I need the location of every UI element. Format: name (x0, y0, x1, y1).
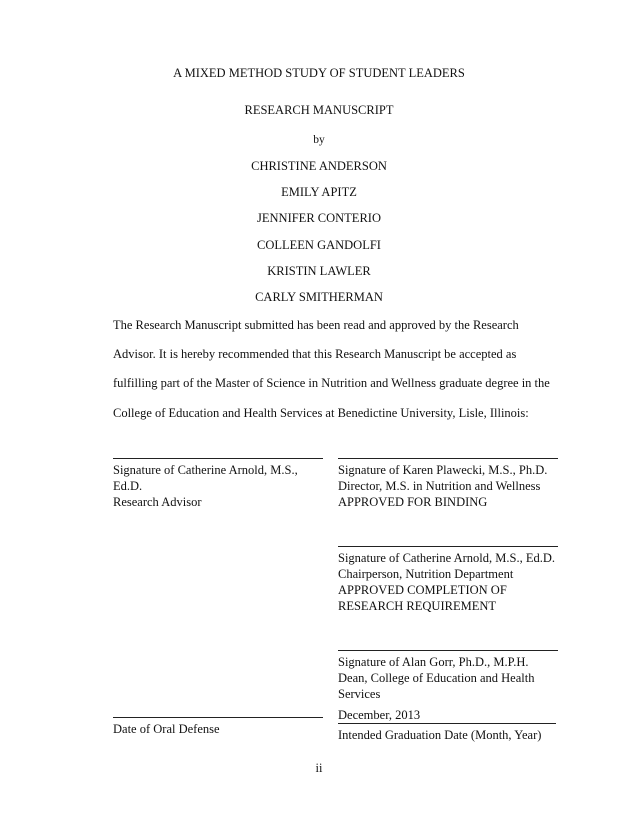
author-name: CHRISTINE ANDERSON (251, 159, 387, 173)
director-signature-block (338, 458, 558, 510)
signature-line (338, 458, 558, 459)
director-title: Director, M.S. in Nutrition and Wellness (338, 479, 541, 493)
signature-line (338, 650, 558, 651)
approval-paragraph-line: The Research Manuscript submitted has been read and approved by the Research (113, 318, 519, 332)
chairperson-signature-label: Signature of Catherine Arnold, M.S., Ed.D. (338, 551, 555, 565)
advisor-degree: Ed.D. (113, 479, 143, 493)
graduation-date-block (338, 707, 558, 743)
signature-line (338, 546, 558, 547)
approval-paragraph-line: Advisor. It is hereby recommended that this Research Manuscript be accepted as (113, 347, 517, 361)
dean-signature-label: Signature of Alan Gorr, Ph.D., M.P.H. (338, 655, 529, 669)
director-signature-label: Signature of Karen Plawecki, M.S., Ph.D. (338, 463, 548, 477)
author-name: CARLY SMITHERMAN (255, 290, 383, 304)
chairperson-approval-cont: RESEARCH REQUIREMENT (338, 599, 496, 613)
signature-line (113, 458, 323, 459)
oral-defense-label: Date of Oral Defense (113, 722, 220, 736)
chairperson-signature-block (338, 546, 558, 614)
advisor-signature-label: Signature of Catherine Arnold, M.S., (113, 463, 298, 477)
document-title: A MIXED METHOD STUDY OF STUDENT LEADERS (173, 66, 465, 80)
document-subtitle: RESEARCH MANUSCRIPT (244, 103, 394, 117)
chairperson-approval: APPROVED COMPLETION OF (338, 583, 507, 597)
author-name: JENNIFER CONTERIO (257, 211, 381, 225)
signature-line (113, 717, 323, 718)
oral-defense-block (113, 717, 323, 737)
advisor-role: Research Advisor (113, 495, 202, 509)
by-label: by (313, 134, 325, 146)
approval-paragraph-line: College of Education and Health Services at Benedictine University, Lisle, Illinois: (113, 406, 529, 420)
dean-signature-block (338, 650, 558, 702)
graduation-date-value: December, 2013 (338, 707, 556, 724)
author-name: COLLEEN GANDOLFI (257, 238, 381, 252)
chairperson-title: Chairperson, Nutrition Department (338, 567, 514, 581)
advisor-signature-block (113, 458, 323, 510)
director-approval: APPROVED FOR BINDING (338, 495, 488, 509)
page-number: ii (315, 761, 323, 775)
dean-title-cont: Services (338, 687, 381, 701)
graduation-date-label: Intended Graduation Date (Month, Year) (338, 728, 542, 742)
author-name: EMILY APITZ (281, 185, 357, 199)
author-name: KRISTIN LAWLER (267, 264, 371, 278)
dean-title: Dean, College of Education and Health (338, 671, 535, 685)
approval-paragraph-line: fulfilling part of the Master of Science in Nutrition and Wellness graduate degree in the (113, 376, 550, 390)
